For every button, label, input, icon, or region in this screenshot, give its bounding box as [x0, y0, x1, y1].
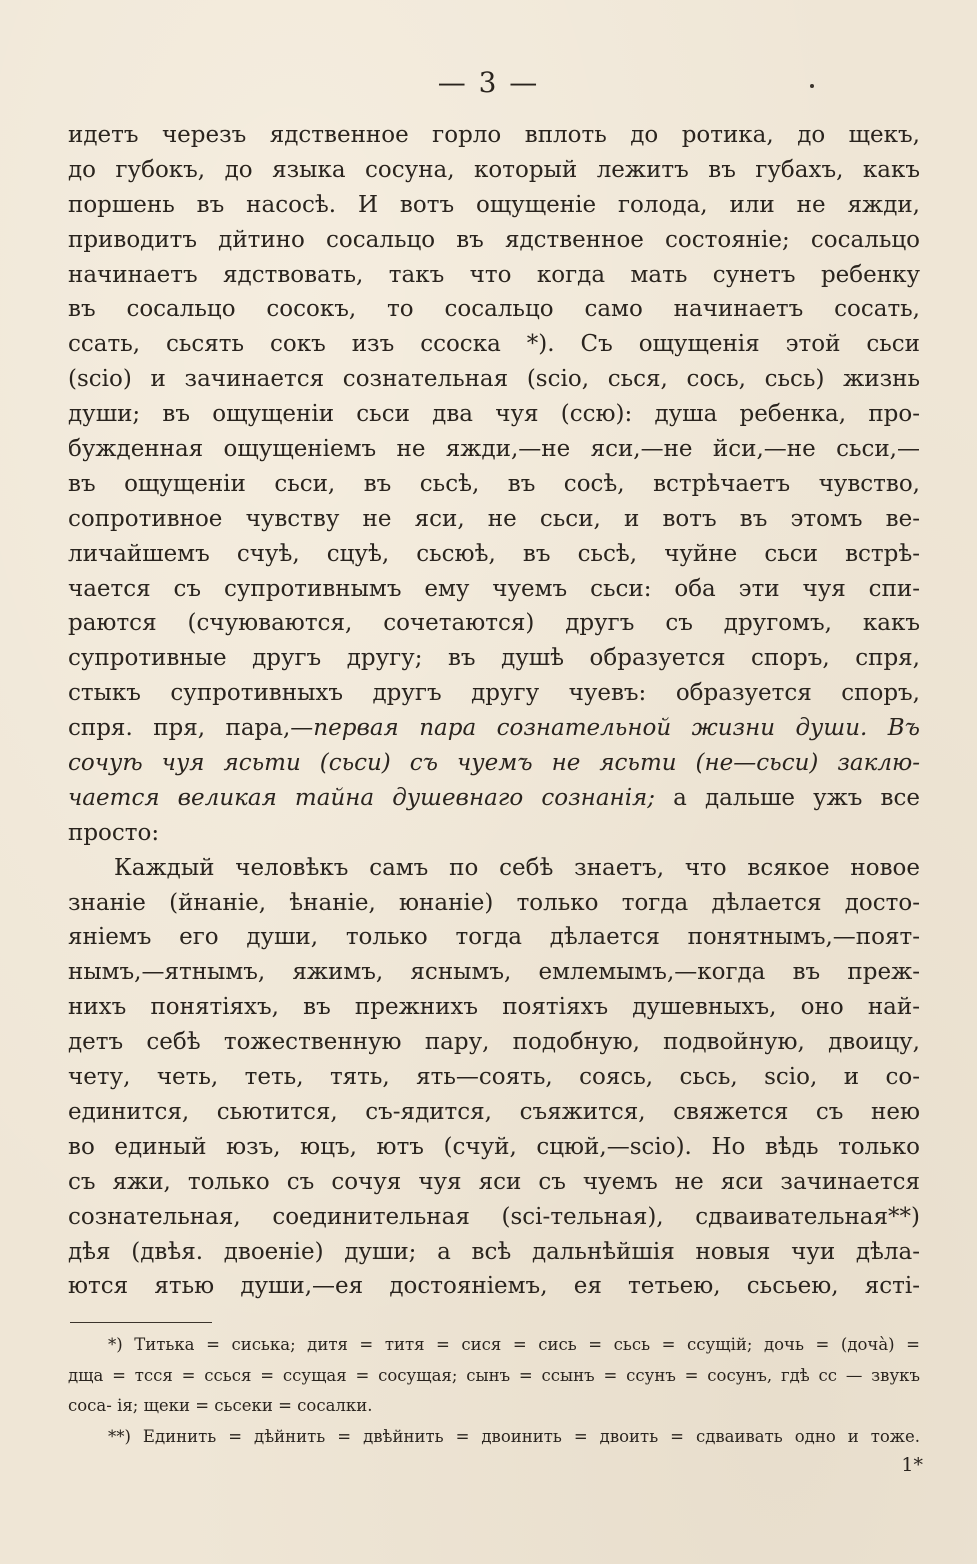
page-number: — 3 — [437, 66, 540, 99]
text-line: сознательная, соединительная (sci-тельная), сдваивательная**) [68, 1203, 920, 1230]
text-line: въ ощущеніи сьси, въ сьсѣ, въ сосѣ, встрѣчаетъ чувство, [68, 470, 920, 497]
italic-fragment: первая пара сознательной жизни души. Въ [313, 715, 920, 742]
text-line-mixed [68, 711, 920, 746]
footnote-line: *) Титька = сиська; дитя = титя = сися = сись = сьсь = ссущій; дочь = (дочà) = [108, 1335, 920, 1354]
text-line: идетъ черезъ ядственное горло вплоть до ротика, до щекъ, [68, 122, 920, 148]
text-line: души; въ ощущеніи сьси два чуя (ссю): душа ребенка, про- [68, 401, 920, 428]
text-line: въ сосальцо сосокъ, то сосальцо само начинаетъ сосать, [68, 296, 920, 323]
text-line: съ яжи, только съ сочуя чуя яси съ чуемъ не яси зачинается [68, 1168, 920, 1195]
footnote-line: **) Единить = дѣйнить = двѣйнить = двоинить = двоить = сдваивать одно и тоже. [108, 1426, 920, 1446]
text-line: ются ятью души,—ея достояніемъ, ея тетьею, сьсьею, ясті- [68, 1273, 920, 1300]
text-line: поршень въ насосѣ. И вотъ ощущеніе голода, или не яжди, [68, 191, 920, 218]
footnote-line: дща = тсся = ссься = ссущая = сосущая; сынъ = ссынъ = ссунъ = сосунъ, гдѣ сс — звукъ [68, 1365, 920, 1385]
text-line: бужденная ощущеніемъ не яжди,—не яси,—не йси,—не сьси,— [68, 436, 920, 463]
text-line-italic: сочуѣ чуя ясьти (сьси) съ чуемъ не ясьти (не—сьси) заклю- [68, 750, 920, 777]
text-line-mixed [68, 781, 920, 816]
text-line: ссать, сьсять сокъ изъ ссоска *). Съ ощущенія этой сьси [68, 331, 920, 358]
plain-fragment: а дальше ужъ все [655, 784, 920, 811]
text-line: единится, сьютится, съ-ядится, съяжится, свяжется съ нею [68, 1098, 920, 1125]
text-line: детъ себѣ тожественную пару, подобную, подвойную, двоицу, [68, 1029, 920, 1056]
body-text [68, 118, 920, 1304]
text-line: яніемъ его души, только тогда дѣлается понятнымъ,—поят- [68, 924, 920, 951]
text-line: раются (счуюваются, сочетаются) другъ съ другомъ, какъ [68, 610, 920, 637]
plain-fragment: спря. пря, пара,— [68, 715, 314, 742]
text-line: стыкъ супротивныхъ другъ другу чуевъ: образуется споръ, [68, 680, 920, 707]
footnotes [68, 1330, 920, 1452]
text-line: супротивные другъ другу; въ душѣ образуется споръ, спря, [68, 645, 920, 672]
ink-speck [810, 84, 814, 88]
text-line: нымъ,—ятнымъ, яжимъ, яснымъ, емлемымъ,—когда въ преж- [68, 959, 920, 986]
text-line: просто: [68, 819, 160, 846]
text-line: во единый юзъ, юцъ, ютъ (счуй, сцюй,—scio). Но вѣдь только [68, 1133, 920, 1160]
footnote-line: соса- ія; щеки = сьсеки = сосалки. [68, 1396, 373, 1415]
text-line: сопротивное чувству не яси, не сьси, и вотъ въ этомъ ве- [68, 505, 920, 532]
text-line: до губокъ, до языка сосуна, который лежитъ въ губахъ, какъ [68, 156, 920, 183]
text-line: чету, четь, теть, тять, ять—соять, соясь, сьсь, scio, и со- [68, 1064, 920, 1091]
footnote-separator [70, 1322, 212, 1323]
text-line: дѣя (двѣя. двоеніе) души; а всѣ дальнѣйшія новыя чуи дѣла- [68, 1238, 920, 1265]
text-line: (scio) и зачинается сознательная (scio, сься, сось, сьсь) жизнь [68, 366, 920, 393]
text-line: чается съ супротивнымъ ему чуемъ сьси: оба эти чуя спи- [68, 575, 920, 602]
text-line: личайшемъ счуѣ, сцуѣ, сьсюѣ, въ сьсѣ, чуйне сьси встрѣ- [68, 540, 920, 567]
italic-fragment: чается великая тайна душевнаго сознанія; [68, 784, 656, 811]
text-line: приводитъ дйтино сосальцо въ ядственное состояніе; сосальцо [68, 226, 920, 253]
printer-signature-mark: 1* [901, 1454, 923, 1476]
paragraph-first-line: Каждый человѣкъ самъ по себѣ знаетъ, что всякое новое [114, 854, 920, 881]
text-line: знаніе (йнаніе, ѣнаніе, юнаніе) только тогда дѣлается досто- [68, 889, 920, 916]
text-line: нихъ понятіяхъ, въ прежнихъ поятіяхъ душевныхъ, оно най- [68, 994, 920, 1021]
text-line: начинаетъ ядствовать, такъ что когда мать сунетъ ребенку [68, 261, 920, 288]
